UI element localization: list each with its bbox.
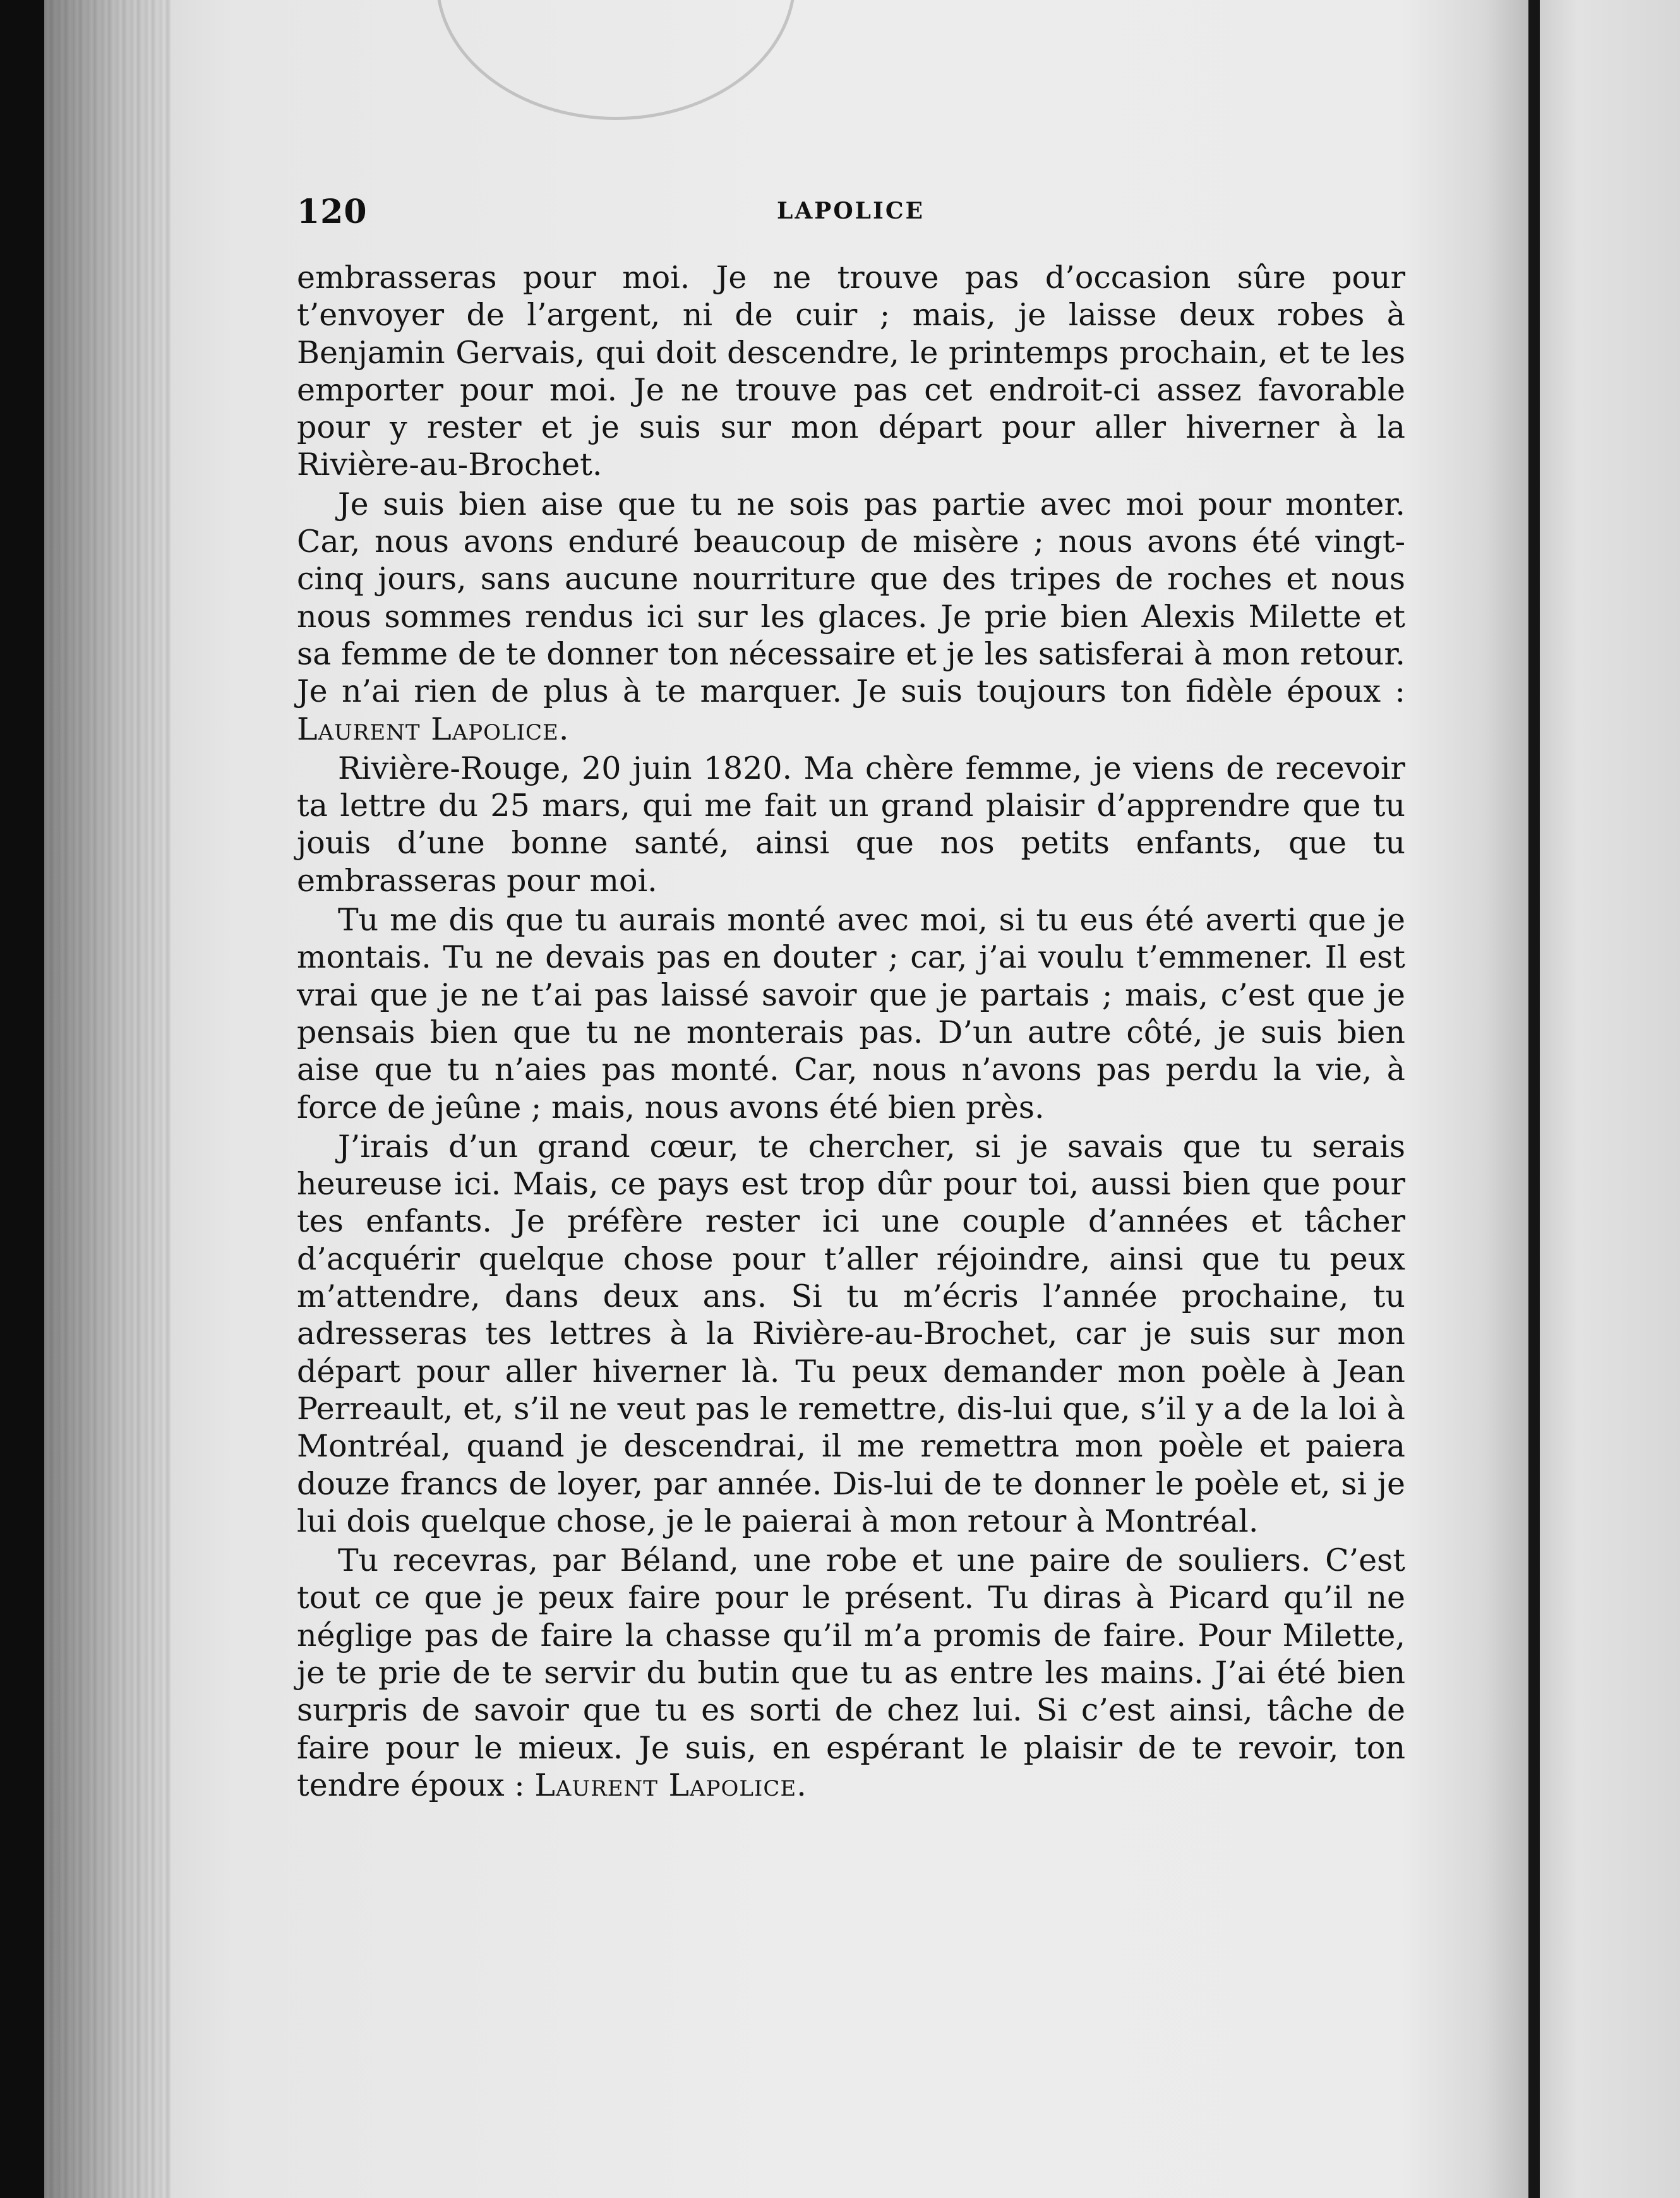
- paragraph-text: Rivière-Rouge, 20 juin 1820. Ma chère femme, je viens de recevoir ta lettre du 25 mars, qui me fait un grand plaisir d’apprendre que tu jouis d’une bonne santé, ainsi que nos petits enfants, que tu embrasseras pour moi.: [297, 750, 1405, 899]
- running-head: [297, 193, 1143, 237]
- paragraph-text: Tu me dis que tu aurais monté avec moi, si tu eus été averti que je montais. Tu ne devais pas en douter ; car, j’ai voulu t’emmener. Il est vrai que je ne t’ai pas laissé savoir que je partais ; mais, c’est que je pensais bien que tu ne monterais pas. D’un autre côté, je suis bien aise que tu n’aies pas monté. Car, nous n’avons pas perdu la vie, à force de jeûne ; mais, nous avons été bien près.: [297, 902, 1405, 1126]
- signature: Laurent Lapolice.: [297, 711, 570, 747]
- page-number: 120: [297, 193, 368, 231]
- page-edge-shadow: [1528, 0, 1540, 2198]
- page-stain: [436, 0, 796, 120]
- paragraph-5: [297, 1128, 1405, 1540]
- paragraph-6: [297, 1542, 1405, 1804]
- paragraph-text: J’irais d’un grand cœur, te chercher, si je savais que tu serais heureuse ici. Mais, ce pays est trop dûr pour toi, aussi bien que pour tes enfants. Je préfère rester ici une couple d’années et tâcher d’acquérir quelque chose pour t’aller réjoindre, ainsi que tu peux m’attendre, dans deux ans. Si tu m’écris l’année prochaine, tu adresseras tes lettres à la Rivière-au-Brochet, car je suis sur mon départ pour aller hiverner là. Tu peux demander mon poèle à Jean Perreault, et, s’il ne veut pas le remettre, dis-lui que, s’il y a de la loi à Montréal, quand je descendrai, il me remettra mon poèle et paiera douze francs de loyer, par année. Dis-lui de te donner le poèle et, si je lui dois quelque chose, je le paierai à mon retour à Montréal.: [297, 1128, 1405, 1539]
- paragraph-2: [297, 486, 1405, 748]
- paragraph-text: embrasseras pour moi. Je ne trouve pas d’occasion sûre pour t’envoyer de l’argent, ni de cuir ; mais, je laisse deux robes à Benjamin Gervais, qui doit descendre, le printemps prochain, et te les emporter pour moi. Je ne trouve pas cet endroit-ci assez favorable pour y rester et je suis sur mon départ pour aller hiverner à la Rivière-au-Brochet.: [297, 260, 1405, 483]
- paragraph-text: Je suis bien aise que tu ne sois pas partie avec moi pour monter. Car, nous avons enduré beaucoup de misère ; nous avons été vingt-cinq jours, sans aucune nourriture que des tripes de roches et nous nous sommes rendus ici sur les glaces. Je prie bien Alexis Milette et sa femme de te donner ton nécessaire et je les satisferai à mon retour. Je n’ai rien de plus à te marquer. Je suis toujours ton fidèle époux :: [297, 486, 1405, 710]
- paragraph-3: [297, 750, 1405, 899]
- signature: Laurent Lapolice.: [534, 1767, 807, 1803]
- book-binding-shadow: [44, 0, 171, 2198]
- body-text: [297, 259, 1405, 1806]
- facing-page-edge: [1540, 0, 1680, 2198]
- running-title: LAPOLICE: [777, 198, 925, 224]
- paragraph-text: Tu recevras, par Béland, une robe et une paire de souliers. C’est tout ce que je peux faire pour le présent. Tu diras à Picard qu’il ne néglige pas de faire la chasse qu’il m’a promis de faire. Pour Milette, je te prie de te servir du butin que tu as entre les mains. J’ai été bien surpris de savoir que tu es sorti de chez lui. Si c’est ainsi, tâche de faire pour le mieux. Je suis, en espérant le plaisir de te revoir, ton tendre époux :: [297, 1542, 1405, 1803]
- paragraph-1: [297, 259, 1405, 484]
- paragraph-4: [297, 901, 1405, 1126]
